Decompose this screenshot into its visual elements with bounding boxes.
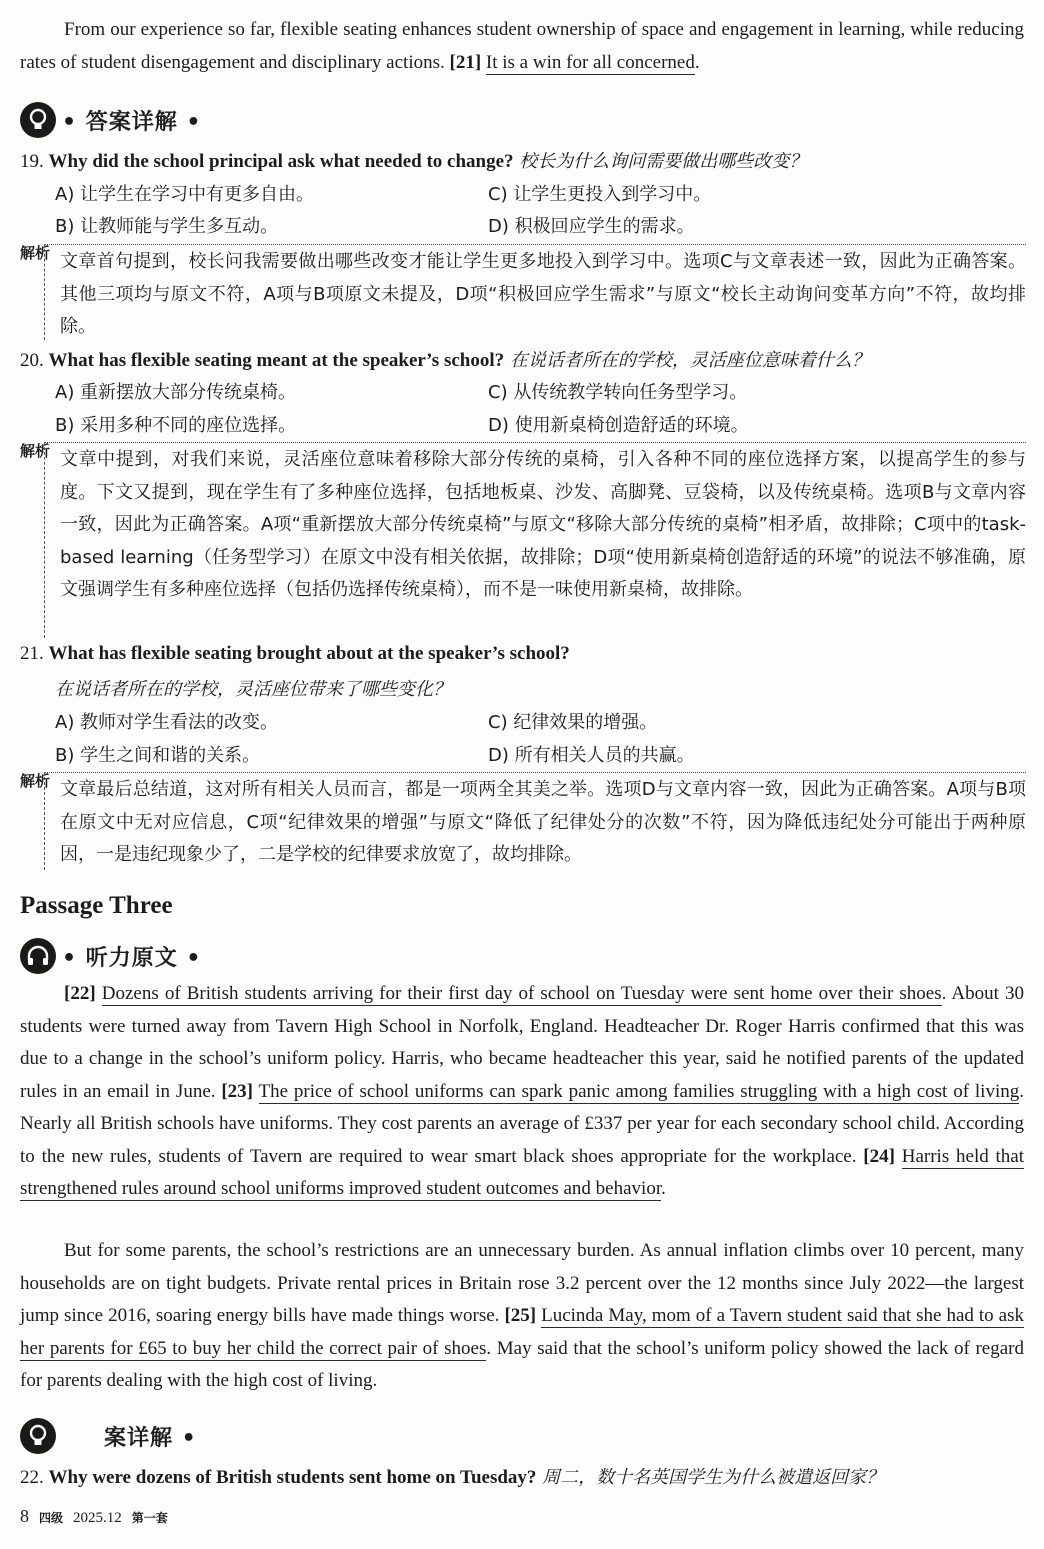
option-a: A) 教师对学生看法的改变。	[55, 712, 279, 733]
answer-marker: [25]	[504, 1305, 537, 1326]
page-number: 8	[20, 1506, 29, 1526]
underlined-answer: Dozens of British students arriving for their first day of school on Tuesday were sent home over their shoes	[101, 983, 942, 1004]
question-21: 21. What has flexible seating brought about at the speaker’s school?	[20, 643, 570, 664]
question-22: 22. Why were dozens of British students sent home on Tuesday? 周二，数十名英国学生为什么被遣返回家？	[20, 1467, 885, 1488]
option-d: D) 使用新桌椅创造舒适的环境。	[488, 415, 749, 436]
option-b: B) 采用多种不同的座位选择。	[55, 415, 297, 436]
underlined-answer: Lucinda May, mom of a Tavern student said that she had to ask her parents for £65 to buy her child the correct pair of shoes	[20, 1305, 1024, 1359]
option-a: A) 重新摆放大部分传统桌椅。	[55, 382, 297, 403]
underlined-answer: It is a win for all concerned	[485, 51, 695, 73]
section-header-answer: 案详解 •	[20, 1418, 197, 1454]
underlined-answer: Harris held that strengthened rules around school uniforms improved student outcomes and behavior	[20, 1145, 1024, 1199]
explanation-text: 文章首句提到，校长问我需要做出哪些改变才能让学生更多地投入到学习中。选项C与文章表述一致，因此为正确答案。其他三项均与原文不符，A项与B项原文未提及，D项“积极回应学生需求”与原文“校长主动询问变革方向”不符，故均排除。	[60, 251, 1026, 337]
explanation-20	[20, 442, 1026, 638]
question-19: 19. Why did the school principal ask what needed to change? 校长为什么询问需要做出哪些改变？	[20, 151, 808, 172]
option-b: B) 让教师能与学生多互动。	[55, 216, 279, 237]
headphones-icon	[20, 938, 56, 974]
explanation-tag: 解析	[20, 442, 51, 460]
question-21-translation: 在说话者所在的学校，灵活座位带来了哪些变化？	[55, 679, 451, 700]
option-d: D) 所有相关人员的共赢。	[488, 745, 695, 766]
option-c: C) 纪律效果的增强。	[488, 712, 658, 733]
explanation-21	[20, 772, 1026, 870]
explanation-text: 文章中提到，对我们来说，灵活座位意味着移除大部分传统的桌椅，引入各种不同的座位选择方案，以提高学生的参与度。下文又提到，现在学生有了多种座位选择，包括地板桌、沙发、高脚凳、豆袋椅，以及传统桌椅。选项B与文章内容一致，因此为正确答案。A项“重新摆放大部分传统桌椅”与原文“移除大部分传统的桌椅”相矛盾，故排除；C项中的task-based learning（任务型学习）在原文中没有相关依据，故排除；D项“使用新桌椅创造舒适的环境”的说法不够准确，原文强调学生有多种座位选择（包括仍选择传统桌椅），而不是一味使用新桌椅，故排除。	[60, 449, 1026, 600]
answer-marker: [22]	[64, 983, 96, 1004]
option-a: A) 让学生在学习中有更多自由。	[55, 184, 315, 205]
lightbulb-icon	[20, 1418, 56, 1454]
question-20: 20. What has flexible seating meant at the speaker’s school? 在说话者所在的学校，灵活座位意味着什么？	[20, 350, 870, 371]
section-header-listening: • 听力原文 •	[20, 938, 201, 974]
page-footer: 8 四级 2025.12 第一套	[20, 1506, 168, 1526]
explanation-tag: 解析	[20, 772, 51, 790]
lightbulb-icon	[20, 102, 56, 138]
answer-marker: [23]	[221, 1080, 254, 1102]
explanation-text: 文章最后总结道，这对所有相关人员而言，都是一项两全其美之举。选项D与文章内容一致，因此为正确答案。A项与B项在原文中无对应信息，C项“纪律效果的增强”与原文“降低了纪律处分的次数”不符，因为降低违纪处分可能出于两种原因，一是违纪现象少了，二是学校的纪律要求放宽了，故均排除。	[60, 779, 1026, 865]
passage-title: Passage Three	[20, 892, 173, 919]
transcript-paragraph: But for some parents, the school’s restrictions are an unnecessary burden. As annual inflation climbs over 10 percent, many households are on tight budgets. Private rental prices in Britain rose 3.2 percent over the 12 months since July 2022—the largest jump since 2016, soaring energy bills have made things worse. [25] Lucinda May, mom of a Tavern student said that she had to ask her parents for £65 to buy her child the correct pair of shoes. May said that the school’s uniform policy showed the lack of regard for parents dealing with the high cost of living.	[20, 1240, 1024, 1391]
option-c: C) 从传统教学转向任务型学习。	[488, 382, 748, 403]
option-d: D) 积极回应学生的需求。	[488, 216, 695, 237]
option-c: C) 让学生更投入到学习中。	[488, 184, 712, 205]
section-header-answer: • 答案详解 •	[20, 102, 201, 138]
underlined-answer: The price of school uniforms can spark panic among families struggling with a high cost of living	[258, 1080, 1020, 1102]
transcript-paragraph: [22] Dozens of British students arriving for their first day of school on Tuesday were sent home over their shoes. About 30 students were turned away from Tavern High School in Norfolk, England. Headteacher Dr. Roger Harris confirmed that this was due to a change in the school’s uniform policy. Harris, who became headteacher this year, said he notified parents of the updated rules in an email in June. [23] The price of school uniforms can spark panic among families struggling with a high cost of living. Nearly all British schools have uniforms. They cost parents an average of £337 per year for each secondary school child. According to the new rules, students of Tavern are required to wear smart black shoes appropriate for the workplace. [24] Harris held that strengthened rules around school uniforms improved student outcomes and behavior.	[20, 983, 1025, 1199]
passage-paragraph: From our experience so far, flexible seating enhances student ownership of space and engagement in learning, while reducing rates of student disengagement and disciplinary actions. [21] It is a win for all concerned.	[20, 19, 1024, 73]
answer-marker: [21]	[449, 51, 482, 73]
option-b: B) 学生之间和谐的关系。	[55, 745, 261, 766]
answer-marker: [24]	[863, 1145, 895, 1167]
explanation-19	[20, 244, 1026, 340]
explanation-tag: 解析	[20, 244, 51, 262]
